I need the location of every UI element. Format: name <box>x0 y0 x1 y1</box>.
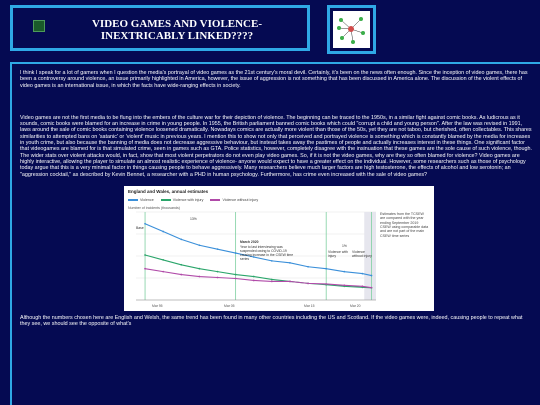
data-point <box>307 282 309 284</box>
title-line-1: VIDEO GAMES AND VIOLENCE- <box>91 18 263 30</box>
x-tick-0: Mar 95 <box>152 303 163 308</box>
data-point <box>253 279 255 281</box>
data-point <box>217 276 219 278</box>
annotation-covid: Year to last interviewing was suspended owing to COVID-19 causing increase in the CSEW time series <box>240 244 294 261</box>
paragraph-intro: I think I speak for a lot of gamers when I question the media's portrayal of video games as the 21st century's moral devil. Certainly, it's been on the news often enough. Since the inception of video games, there has been a controversy around violence, an issue primarily highlighted in America, however, the issue of aggression is not something that has been discussed in America alone. The discussion of the violent effects of video games is an international issue, in which the facts have wide-ranging effects in society. <box>20 70 528 89</box>
paragraph-stats: Although the numbers chosen here are English and Welsh, the same trend has been found in many other countries including the US and Scotland. If the video games were, indeed, causing people to repeat what they see, we should see the opposite of what's <box>20 314 523 328</box>
data-point <box>217 248 219 250</box>
data-point <box>235 252 237 254</box>
data-point <box>289 280 291 282</box>
article-box <box>10 62 540 405</box>
data-point <box>198 275 200 277</box>
annotation-with-injury: Violence with injury <box>328 249 348 258</box>
data-point <box>362 273 364 275</box>
annotation-without-injury: Violence without injury <box>352 249 372 258</box>
x-tick-1: Mar 05 <box>224 303 235 308</box>
data-point <box>253 275 255 277</box>
paragraph-history: Video games are not the first media to be flung into the embers of the culture war for their depiction of violence. The beginning can be traced to the 1950s, in a similar fight against comic books. As ludicrous as it sounds, comic books were blamed for an increase in crime in young people. In 1955, the British parliament banned comic books which could "corrupt a child and young person". After the law was revised in 1991, laws around the sale of comic books containing violence loosened dramatically. Nowadays comics are actually more violent than those of the 50s, yet they are not taboo, but cherished, often collectables. This shares similarities to attempted bans on 'satanic' or 'violent' music in previous years. I mention this to show not only that perceived and portrayed violence is something which is constantly blamed by the media for increases in youth crime, but also because the banning of media does not decrease aggressive behaviour, but instead takes away the pastimes of people and actually increases interest in these things. One significant factor that videogames are blamed for is that simulated crime, seen in games such as GTA. Police statistics, however, completely disagree with the insinuation that these games are the sole cause of such violence, though. The wider stats over violent attacks would, in fact, show that most violent perpetrators do not even play video games. So, if it is not the video games, why are they so often blamed for violence? Video games are highly interactive, allowing the player to simulate an almost realistic experience of violence- anyone would expect to have a greater effect on the individual. However, some researchers such as those of psychology today argue that this is a very minimal factor in things causing people to behave aggressively. Many researchers believe much larger factors are high testosterone, the effects of alcohol and low serotonin; an "aggression cocktail," as described by Kevin Bennet, a researcher with a PHD in human psychology. Furthermore, has crime even increased with the sale of video games? <box>20 114 532 178</box>
game-icon <box>33 20 45 32</box>
chart-ylabel: Number of incidents (thousands) <box>128 205 180 210</box>
title-line-2: INEXTRICABLY LINKED???? <box>100 30 254 42</box>
x-tick-3: Mar 20 <box>350 303 361 308</box>
data-point <box>362 285 364 287</box>
x-tick-2: Mar 15 <box>304 303 315 308</box>
data-point <box>343 271 345 273</box>
data-point <box>371 275 373 277</box>
data-point <box>180 274 182 276</box>
data-point <box>235 277 237 279</box>
legend-injury: Violence with injury <box>172 197 204 202</box>
data-point <box>325 268 327 270</box>
data-point <box>198 268 200 270</box>
legend-no-injury: Violence without injury <box>222 197 259 202</box>
data-point <box>307 266 309 268</box>
data-point <box>235 274 237 276</box>
legend-violence: Violence <box>140 197 154 202</box>
data-point <box>144 223 146 225</box>
data-point <box>162 231 164 233</box>
annotation-base: Base <box>136 225 144 230</box>
data-point <box>162 271 164 273</box>
data-point <box>180 264 182 266</box>
data-point <box>144 268 146 270</box>
logo-background <box>333 11 370 48</box>
article-body <box>20 70 532 327</box>
data-point <box>271 278 273 280</box>
data-point <box>325 283 327 285</box>
chart-note: Estimates from the TCSEW are compared with the year ending September 2019 CSEW using comparable data and are not part of the main CSEW time series <box>380 211 429 238</box>
data-point <box>180 238 182 240</box>
title-box <box>10 5 310 51</box>
crime-chart <box>124 186 434 311</box>
logo-box <box>327 5 376 54</box>
data-point <box>144 254 146 256</box>
annotation-13: 13% <box>190 216 197 221</box>
data-point <box>289 262 291 264</box>
network-logo-icon <box>333 11 370 48</box>
annotation-march: March 2020 <box>240 239 259 244</box>
chart-title: England and Wales, annual estimates <box>128 188 209 194</box>
data-point <box>271 280 273 282</box>
annotation-1: 1% <box>342 243 347 248</box>
data-point <box>371 287 373 289</box>
data-point <box>198 244 200 246</box>
page-title <box>53 18 301 42</box>
data-point <box>162 259 164 261</box>
data-point <box>343 284 345 286</box>
data-point <box>217 271 219 273</box>
